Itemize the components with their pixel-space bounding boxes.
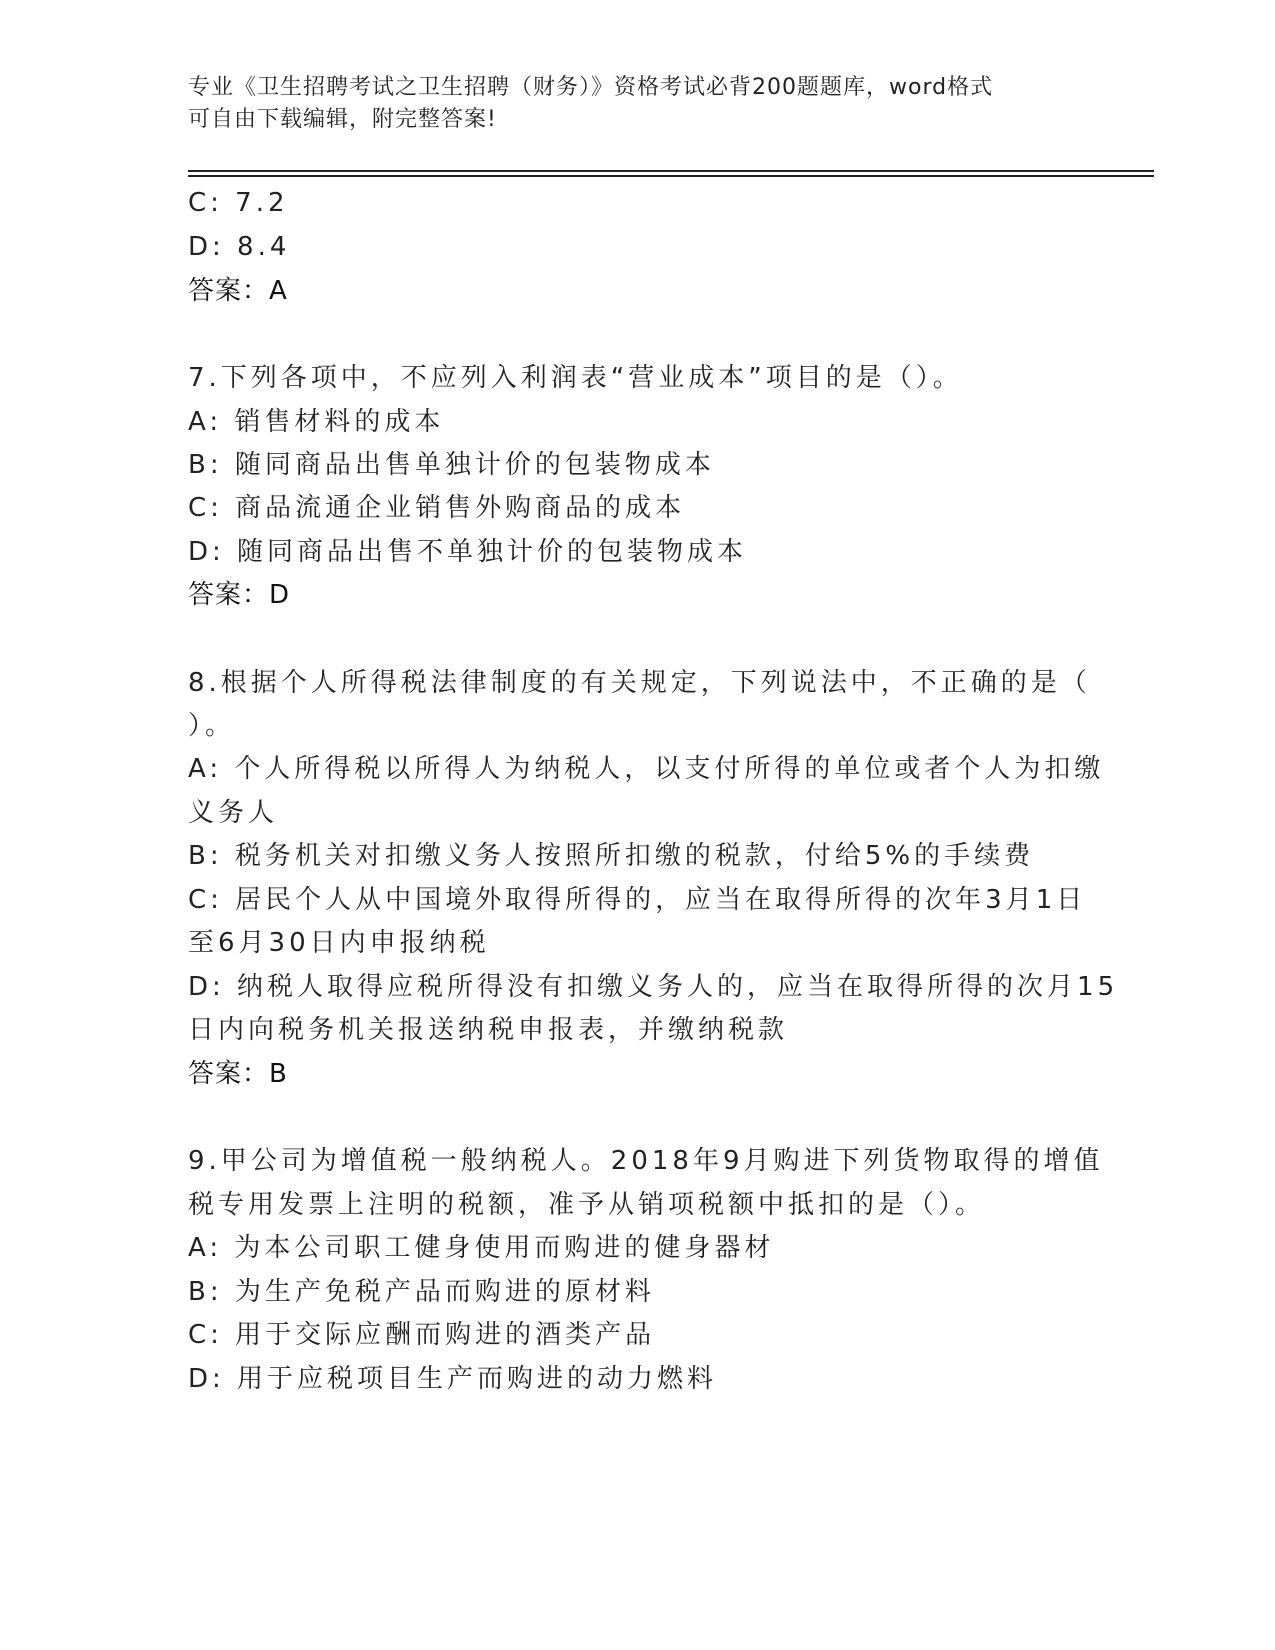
q8-stem-line-2: ）。 [188, 711, 236, 741]
q7-answer: 答案：D [188, 580, 291, 610]
q7-option-a: A: 销售材料的成本 [188, 407, 445, 437]
q8-option-c-line-1: C: 居民个人从中国境外取得所得的，应当在取得所得的次年3月1日 [188, 885, 1087, 915]
q8-option-b: B: 税务机关对扣缴义务人按照所扣缴的税款，付给5%的手续费 [188, 841, 1035, 871]
q8-option-a-line-1: A: 个人所得税以所得人为纳税人，以支付所得的单位或者个人为扣缴 [188, 754, 1105, 784]
q8-answer: 答案：B [188, 1059, 288, 1089]
q9-stem-line-1: 9.甲公司为增值税一般纳税人。2018年9月购进下列货物取得的增值 [188, 1146, 1104, 1176]
q8-stem-line-1: 8.根据个人所得税法律制度的有关规定，下列说法中，不正确的是（ [188, 668, 1091, 698]
q7-option-c: C: 商品流通企业销售外购商品的成本 [188, 493, 686, 523]
header-line-2: 可自由下载编辑，附完整答案! [188, 107, 497, 132]
q6-option-d: D: 8.4 [188, 232, 291, 262]
q8-option-d-line-2: 日内向税务机关报送纳税申报表，并缴纳税款 [188, 1015, 789, 1045]
q9-stem-line-2: 税专用发票上注明的税额，准予从销项税额中抵扣的是（）。 [188, 1190, 986, 1220]
q9-option-b: B: 为生产免税产品而购进的原材料 [188, 1277, 655, 1307]
q6-answer: 答案：A [188, 276, 288, 306]
q6-option-c: C: 7.2 [188, 188, 289, 218]
header-rule-top [188, 170, 1154, 172]
header-rule-bottom [188, 175, 1154, 177]
q9-option-c: C: 用于交际应酬而购进的酒类产品 [188, 1320, 656, 1350]
q9-option-d: D: 用于应税项目生产而购进的动力燃料 [188, 1364, 718, 1394]
q7-option-b: B: 随同商品出售单独计价的包装物成本 [188, 450, 715, 480]
q7-stem: 7.下列各项中，不应列入利润表“营业成本”项目的是（）。 [188, 363, 963, 393]
q8-option-a-line-2: 义务人 [188, 798, 279, 828]
q9-option-a: A: 为本公司职工健身使用而购进的健身器材 [188, 1233, 775, 1263]
document-header [188, 72, 1068, 136]
q7-option-d: D: 随同商品出售不单独计价的包装物成本 [188, 537, 748, 567]
header-line-1: 专业《卫生招聘考试之卫生招聘（财务）》资格考试必背200题题库，word格式 [188, 75, 994, 100]
q8-option-c-line-2: 至6月30日内申报纳税 [188, 928, 490, 958]
q8-option-d-line-1: D: 纳税人取得应税所得没有扣缴义务人的，应当在取得所得的次月15 [188, 972, 1119, 1002]
